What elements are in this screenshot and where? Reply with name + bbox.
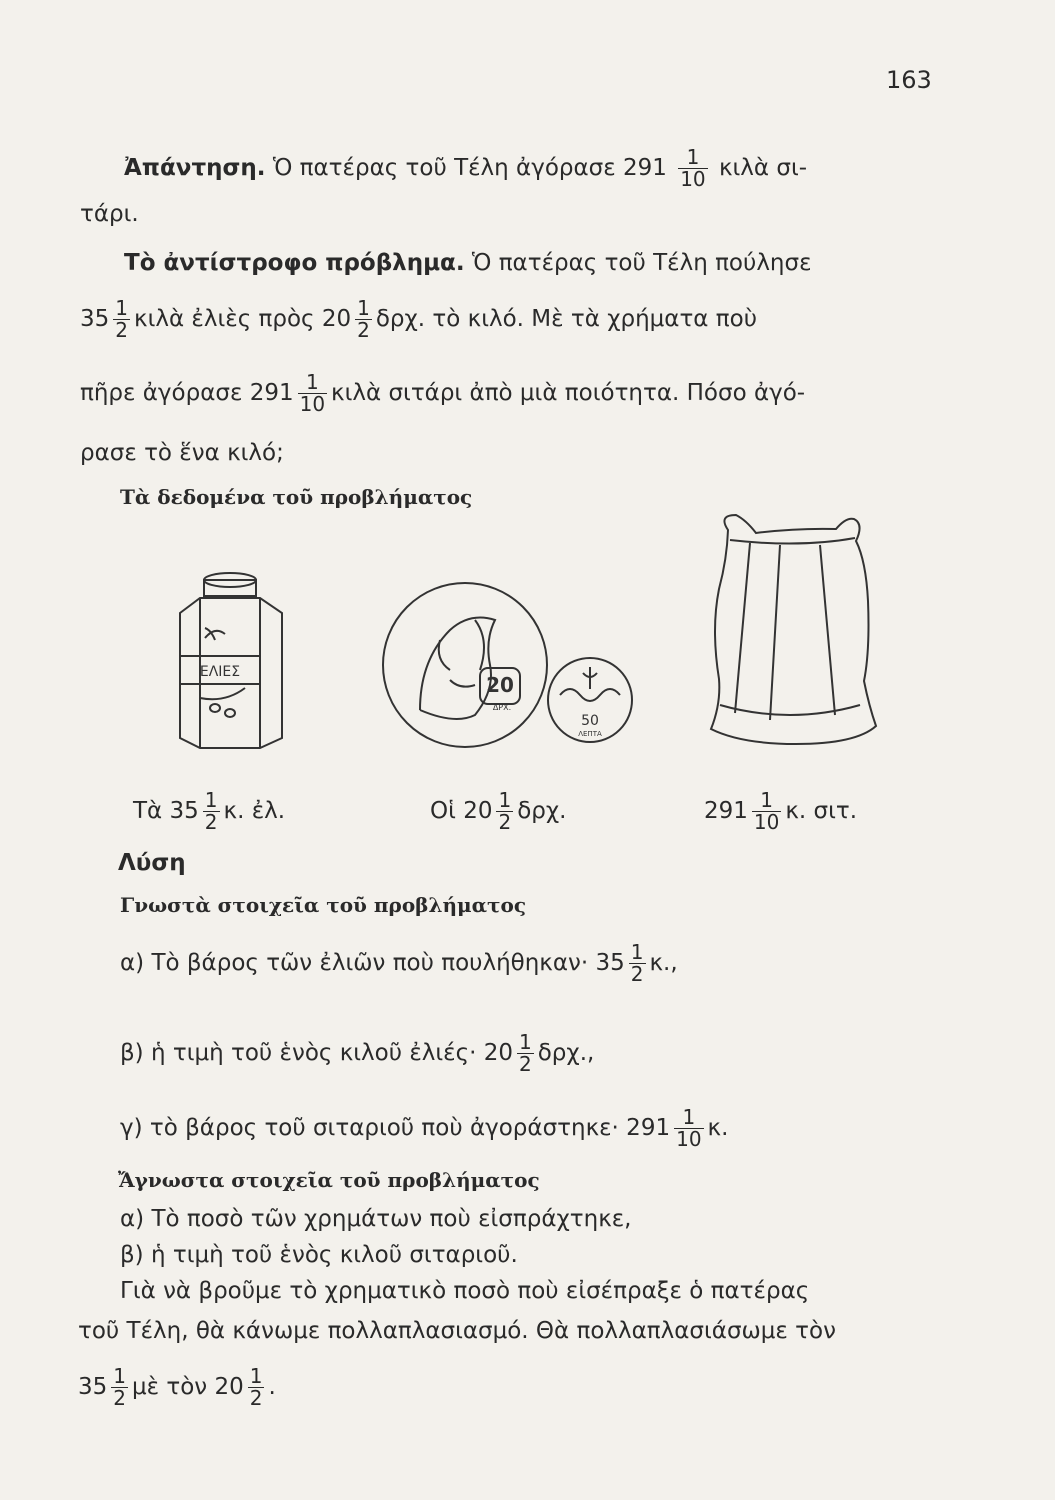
wheat-sack-illustration: [700, 505, 875, 750]
unknown-item: β) ἡ τιμὴ τοῦ ἑνὸς κιλοῦ σιταριοῦ.: [120, 1242, 518, 1268]
given-heading: Τὰ δεδομένα τοῦ προβλήματος: [120, 485, 473, 509]
coin-small-unit: ΛΕΠΤΑ: [578, 730, 602, 738]
caption-money: Οἱ 20 $\frac{1}{2}$ δρχ.: [430, 788, 567, 834]
caption-wheat: 291 $\frac{1}{10}$ κ. σιτ.: [704, 788, 858, 834]
fraction: $\frac{1}{2}$: [204, 788, 218, 834]
fraction: $\frac{1}{10}$: [680, 145, 706, 191]
caption-olives: Τὰ 35 $\frac{1}{2}$ κ. ἐλ.: [133, 788, 286, 834]
fraction: $\frac{1}{10}$: [299, 370, 326, 416]
fraction: $\frac{1}{2}$: [519, 1030, 532, 1076]
inverse-line-4: ρασε τὸ ἕνα κιλό;: [80, 440, 284, 466]
inverse-line-2: 35 $\frac{1}{2}$ κιλὰ ἐλιὲς πρὸς 20 $\frac{1}{2}$ δρχ. τὸ κιλό. Μὲ τὰ χρήματα ποὺ: [80, 296, 758, 342]
known-item: α) Τὸ βάρος τῶν ἐλιῶν ποὺ πουλήθηκαν· 35 $\frac{1}{2}$ κ.,: [120, 940, 678, 986]
solution-heading: Λύση: [118, 850, 186, 876]
coin-small-value: 50: [581, 713, 599, 729]
known-heading: Γνωστὰ στοιχεῖα τοῦ προβλήματος: [120, 893, 527, 917]
fraction: $\frac{1}{10}$: [676, 1105, 702, 1151]
coin-big-value: 20: [486, 673, 514, 697]
fraction: $\frac{1}{10}$: [753, 788, 780, 834]
inverse-line-1: Τὸ ἀντίστροφο πρόβλημα. Ὁ πατέρας τοῦ Τέλη πούλησε: [124, 250, 812, 276]
answer-text: Ὁ πατέρας τοῦ Τέλη ἀγόρασε 291: [272, 155, 667, 181]
inverse-line-3: πῆρε ἀγόρασε 291 $\frac{1}{10}$ κιλὰ σιτάρι ἀπὸ μιὰ ποιότητα. Πόσο ἀγό-: [80, 370, 806, 416]
coin-20-drachma-illustration: [380, 580, 550, 750]
fraction: $\frac{1}{2}$: [630, 940, 644, 986]
inverse-label: Τὸ ἀντίστροφο πρόβλημα.: [124, 250, 465, 276]
fraction: $\frac{1}{2}$: [115, 296, 129, 342]
fraction: $\frac{1}{2}$: [357, 296, 370, 342]
olive-jar-illustration: [160, 568, 295, 753]
fraction: $\frac{1}{2}$: [498, 788, 512, 834]
coin-big-unit: ΔΡΧ.: [492, 703, 512, 712]
answer-line: [124, 147, 807, 190]
known-item: γ) τὸ βάρος τοῦ σιταριοῦ ποὺ ἀγοράστηκε· 291 $\frac{1}{10}$ κ.: [120, 1105, 729, 1151]
answer-text-end: κιλὰ σι-: [718, 155, 808, 181]
jar-label: ΕΛΙΕΣ: [199, 664, 241, 680]
fraction: $\frac{1}{2}$: [113, 1364, 127, 1410]
closing-line-3: 35 $\frac{1}{2}$ μὲ τὸν 20 $\frac{1}{2}$ .: [78, 1364, 276, 1410]
closing-line-2: τοῦ Τέλη, θὰ κάνωμε πολλαπλασιασμό. Θὰ πολλαπλασιάσωμε τὸν: [78, 1318, 836, 1344]
unknown-item: α) Τὸ ποσὸ τῶν χρημάτων ποὺ εἰσπράχτηκε,: [120, 1206, 632, 1232]
coin-50-lepta-illustration: [545, 655, 635, 745]
answer-label: Ἀπάντηση.: [124, 155, 266, 181]
page-number: 163: [886, 66, 932, 94]
known-item: β) ἡ τιμὴ τοῦ ἑνὸς κιλοῦ ἐλιές· 20 $\frac{1}{2}$ δρχ.,: [120, 1030, 595, 1076]
closing-line-1: Γιὰ νὰ βροῦμε τὸ χρηματικὸ ποσὸ ποὺ εἰσέπραξε ὁ πατέρας: [120, 1278, 810, 1304]
answer-continuation: τάρι.: [80, 201, 139, 227]
fraction: $\frac{1}{2}$: [249, 1364, 263, 1410]
unknown-heading: Ἄγνωστα στοιχεῖα τοῦ προβλήματος: [118, 1168, 540, 1192]
